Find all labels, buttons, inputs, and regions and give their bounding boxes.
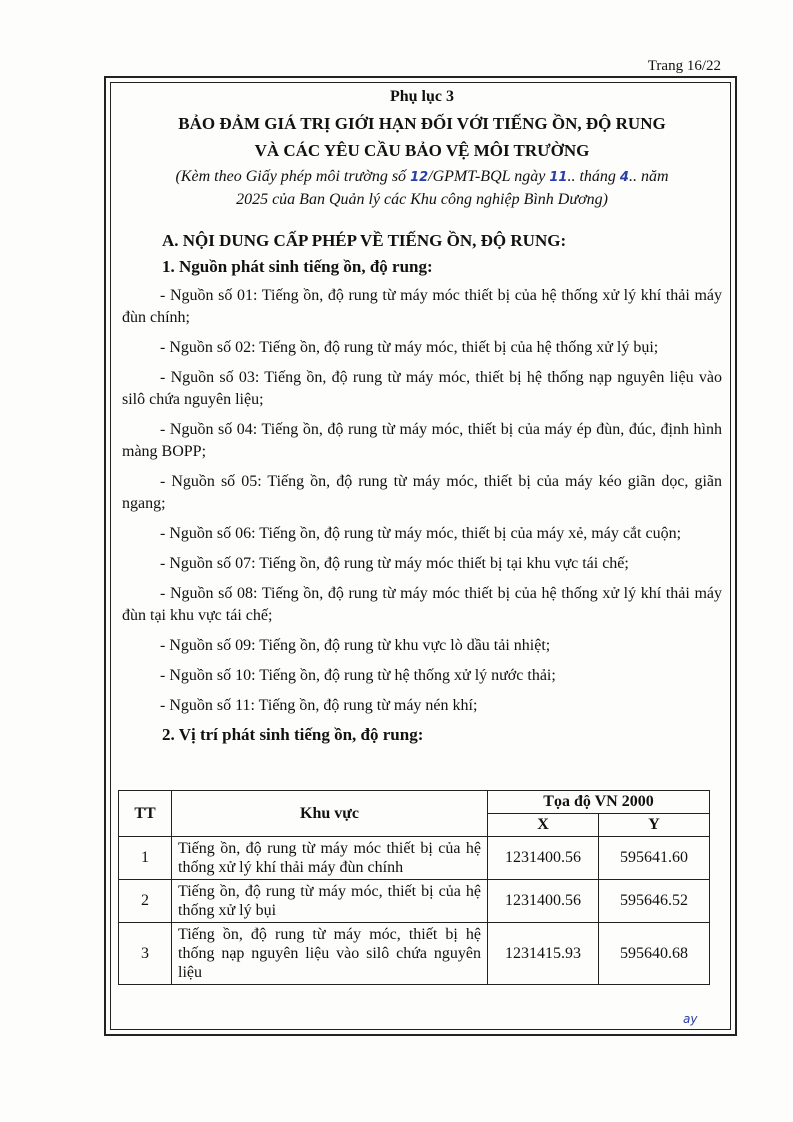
cell-y: 595640.68 xyxy=(599,923,710,985)
page-number: Trang 16/22 xyxy=(647,58,721,74)
table-row xyxy=(119,880,710,923)
source-item: - Nguồn số 11: Tiếng ồn, độ rung từ máy nén khí; xyxy=(160,697,478,714)
document-body xyxy=(122,88,722,745)
noise-source-list xyxy=(122,285,722,717)
source-item: - Nguồn số 04: Tiếng ồn, độ rung từ máy móc, thiết bị của máy ép đùn, đúc, định hình màng BOPP; xyxy=(122,421,722,460)
source-item: - Nguồn số 07: Tiếng ồn, độ rung từ máy móc thiết bị tại khu vực tái chế; xyxy=(160,555,629,572)
cell-x: 1231400.56 xyxy=(488,837,599,880)
column-header-y: Y xyxy=(599,814,710,837)
section-a-heading: A. NỘI DUNG CẤP PHÉP VỀ TIẾNG ỒN, ĐỘ RUNG: xyxy=(162,231,567,250)
subtitle-text: /GPMT-BQL ngày xyxy=(428,168,550,185)
cell-x: 1231415.93 xyxy=(488,923,599,985)
source-item: - Nguồn số 08: Tiếng ồn, độ rung từ máy móc thiết bị của hệ thống xử lý khí thải máy đùn tại khu vực tái chế; xyxy=(122,585,722,624)
source-item: - Nguồn số 10: Tiếng ồn, độ rung từ hệ thống xử lý nước thải; xyxy=(160,667,556,684)
source-item: - Nguồn số 09: Tiếng ồn, độ rung từ khu vực lò dầu tải nhiệt; xyxy=(160,637,551,654)
source-item: - Nguồn số 01: Tiếng ồn, độ rung từ máy móc thiết bị của hệ thống xử lý khí thải máy đùn chính; xyxy=(122,287,722,326)
location-table xyxy=(118,790,710,985)
table-row xyxy=(119,923,710,985)
subtitle-text: (Kèm theo Giấy phép môi trường số xyxy=(175,168,411,185)
title-line-1: BẢO ĐẢM GIÁ TRỊ GIỚI HẠN ĐỐI VỚI TIẾNG ỒN, ĐỘ RUNG xyxy=(178,114,666,133)
handwritten-day: 11 xyxy=(549,170,568,185)
cell-x: 1231400.56 xyxy=(488,880,599,923)
cell-area: Tiếng ồn, độ rung từ máy móc, thiết bị hệ thống nạp nguyên liệu vào silô chứa nguyên liệu xyxy=(172,923,488,985)
column-header-coordinates: Tọa độ VN 2000 xyxy=(488,791,710,814)
main-title xyxy=(122,110,722,164)
subtitle-text: .. năm xyxy=(628,168,669,185)
noise-locations-heading: 2. Vị trí phát sinh tiếng ồn, độ rung: xyxy=(162,725,424,744)
source-item: - Nguồn số 03: Tiếng ồn, độ rung từ máy móc, thiết bị hệ thống nạp nguyên liệu vào silô chứa nguyên liệu; xyxy=(122,369,722,408)
subtitle-line-2: 2025 của Ban Quản lý các Khu công nghiệp Bình Dương) xyxy=(236,191,608,208)
table-row xyxy=(119,837,710,880)
table-header-row xyxy=(119,791,710,814)
noise-sources-heading: 1. Nguồn phát sinh tiếng ồn, độ rung: xyxy=(162,257,433,276)
cell-y: 595641.60 xyxy=(599,837,710,880)
cell-tt: 1 xyxy=(119,837,172,880)
column-header-x: X xyxy=(488,814,599,837)
subtitle xyxy=(122,166,722,211)
source-item: - Nguồn số 02: Tiếng ồn, độ rung từ máy móc, thiết bị của hệ thống xử lý bụi; xyxy=(160,339,659,356)
subtitle-text: .. tháng xyxy=(567,168,620,185)
cell-area: Tiếng ồn, độ rung từ máy móc thiết bị của hệ thống xử lý khí thải máy đùn chính xyxy=(172,837,488,880)
cell-y: 595646.52 xyxy=(599,880,710,923)
cell-tt: 3 xyxy=(119,923,172,985)
title-line-2: VÀ CÁC YÊU CẦU BẢO VỆ MÔI TRƯỜNG xyxy=(254,141,590,160)
handwritten-month: 4 xyxy=(619,170,629,185)
source-item: - Nguồn số 05: Tiếng ồn, độ rung từ máy móc, thiết bị của máy kéo giãn dọc, giãn ngang; xyxy=(122,473,722,512)
handwritten-permit-number: 12 xyxy=(410,170,429,185)
appendix-label: Phụ lục 3 xyxy=(389,88,454,105)
source-item: - Nguồn số 06: Tiếng ồn, độ rung từ máy móc, thiết bị của máy xẻ, máy cắt cuộn; xyxy=(160,525,682,542)
column-header-area: Khu vực xyxy=(172,791,488,837)
cell-tt: 2 xyxy=(119,880,172,923)
cell-area: Tiếng ồn, độ rung từ máy móc, thiết bị của hệ thống xử lý bụi xyxy=(172,880,488,923)
column-header-tt: TT xyxy=(119,791,172,837)
handwritten-initials: ay xyxy=(683,1012,698,1026)
